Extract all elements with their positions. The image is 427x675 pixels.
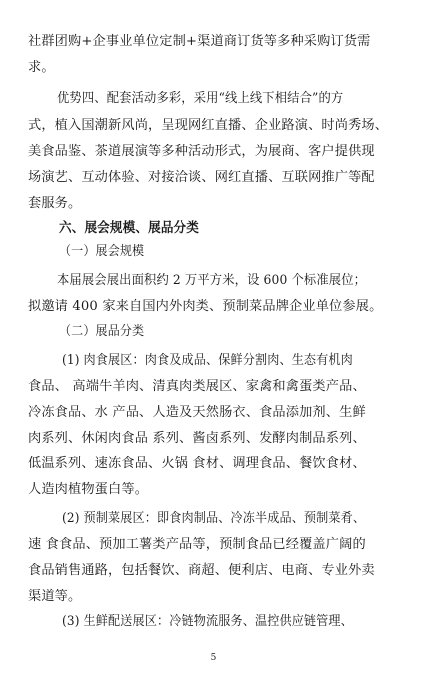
text-line: 食品销售通路，包括餐饮、商超、便利店、电商、专业外卖 [28,563,375,578]
page-number: 5 [210,653,217,663]
text-line: 本届展会展出面积约 2 万平方米，设 600 个标准展位； [57,273,367,288]
text-line: (2) 预制菜展区：即食肉制品、冷冻半成品、预制菜肴、 [62,511,366,526]
text-line: 渠道等。 [28,589,82,604]
text-line: 人造肉植物蛋白等。 [28,482,149,497]
text-line: 式，植入国潮新风尚，呈现网红直播、企业路演、时尚秀场、 [28,118,389,133]
text-line: 社群团购+企事业单位定制+渠道商订货等多种采购订货需 [28,34,371,49]
section-heading: 六、展会规模、展品分类 [59,220,199,236]
text-line: 美食品鉴、茶道展演等多种活动形式，为展商、客户提供现 [28,144,375,159]
text-line: 食品、 高端牛羊肉、清真肉类展区、家禽和禽蛋类产品、 [28,379,366,394]
text-line: 低温系列、速冻食品、火锅 食材、调理食品、餐饮食材、 [28,456,366,471]
text-line: 套服务。 [28,196,82,211]
subsection-heading: （一）展会规模 [59,244,145,259]
text-line: (1) 肉食展区：肉食及成品、保鲜分割肉、生态有机肉 [62,353,353,368]
text-line: 速 食食品、预加工薯类产品等，预制食品已经覆盖广阔的 [28,537,366,552]
subsection-heading: （二）展品分类 [59,324,145,339]
text-line: 肉系列、休闲肉食品 系列、酱卤系列、发酵肉制品系列、 [28,431,366,446]
text-line: 求。 [28,60,55,75]
text-line: 优势四、配套活动多彩，采用“线上线下相结合”的方 [57,91,344,106]
text-line: 场演艺、互动体验、对接洽谈、网红直播、互联网推广等配 [28,170,375,185]
text-line: 拟邀请 400 家来自国内外肉类、预制菜品牌企业单位参展。 [28,299,383,314]
text-line: (3) 生鲜配送展区：冷链物流服务、温控供应链管理、 [62,614,353,629]
text-line: 冷冻食品、水 产品、人造及天然肠衣、食品添加剂、生鲜 [28,405,366,420]
